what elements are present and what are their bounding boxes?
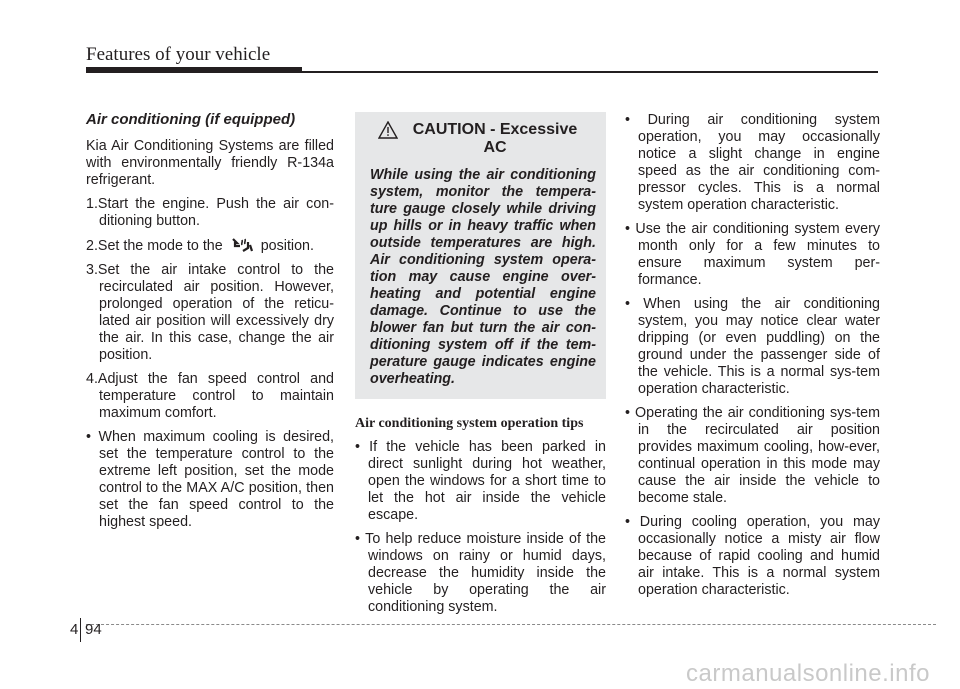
- step-4: 4.Adjust the fan speed control and temperature control to maintain maximum comfort.: [86, 371, 334, 421]
- footer-dashed-rule: [86, 624, 936, 625]
- chapter-number: 4: [70, 621, 79, 638]
- caution-text: While using the air conditioning system, monitor the tempera-ture gauge closely while driving up hills or in heavy traffic when outside temperatures are high. Air conditioning system opera-tion may cause engine over-heating and potential engine damage. Continue to use the blower fan but turn the air con-ditioning system off if the tem-perature gauge indicates engine overheating.: [370, 167, 596, 387]
- page-number: 94: [85, 621, 102, 638]
- bullet-monthly-use: • Use the air conditioning system every month only for a few minutes to ensure maximum system per-formance.: [625, 221, 880, 289]
- bullet-max-cooling: • When maximum cooling is desired, set the temperature control to the extreme left position, set the mode control to the MAX A/C position, then set the fan speed control to the highest speed.: [86, 429, 334, 531]
- watermark: carmanualsonline.info: [686, 660, 930, 687]
- bullet-parked-sunlight: • If the vehicle has been parked in direct sunlight during hot weather, open the windows for a short time to let the hot air inside the vehicle escape.: [355, 439, 606, 524]
- header-rule: [86, 71, 878, 73]
- tips-title: Air conditioning system operation tips: [355, 416, 584, 431]
- caution-box: [355, 112, 606, 399]
- step-1: 1.Start the engine. Push the air con-ditioning button.: [86, 196, 334, 229]
- step-3: 3.Set the air intake control to the recirculated air position. However, prolonged operation of the reticu-lated air position will excessively dry the air. In this case, change the air position.: [86, 262, 334, 363]
- bullet-engine-speed: • During air conditioning system operation, you may occasionally notice a slight change in engine speed as the air conditioning com-pressor cycles. This is a normal system operation characteristic.: [625, 112, 880, 214]
- left-column: [86, 111, 334, 538]
- caution-title: CAUTION - Excessive AC: [412, 121, 578, 156]
- bullet-water-dripping: • When using the air conditioning system, you may notice clear water dripping (or even puddling) on the ground under the passenger side of the vehicle. This is a normal sys-tem operation characteristic.: [625, 296, 880, 398]
- step-2: [86, 237, 334, 255]
- floor-defrost-mode-icon: [230, 237, 254, 253]
- section-title: Air conditioning (if equipped): [86, 111, 296, 128]
- warning-triangle-icon: [378, 121, 398, 139]
- bullet-reduce-moisture: • To help reduce moisture inside of the windows on rainy or humid days, decrease the humidity inside the vehicle by operating the air conditioning system.: [355, 531, 606, 616]
- right-column: [625, 112, 880, 606]
- step-2-after: position.: [260, 238, 314, 254]
- middle-column: [355, 112, 606, 623]
- footer-divider: [80, 618, 81, 642]
- bullet-misty-air: • During cooling operation, you may occasionally notice a misty air flow because of rapid cooling and humid air intake. This is a normal system operation characteristic.: [625, 514, 880, 599]
- caution-header: [370, 121, 596, 157]
- bullet-recirculated-air: • Operating the air conditioning sys-tem in the recirculated air position provides maximum cooling, how-ever, continual operation in this mode may cause the air inside the vehicle to become stale.: [625, 405, 880, 507]
- intro-paragraph: Kia Air Conditioning Systems are filled with environmentally friendly R-134a refrigerant.: [86, 138, 334, 188]
- step-2-before: 2.Set the mode to the: [86, 238, 223, 254]
- header-title: Features of your vehicle: [86, 44, 271, 65]
